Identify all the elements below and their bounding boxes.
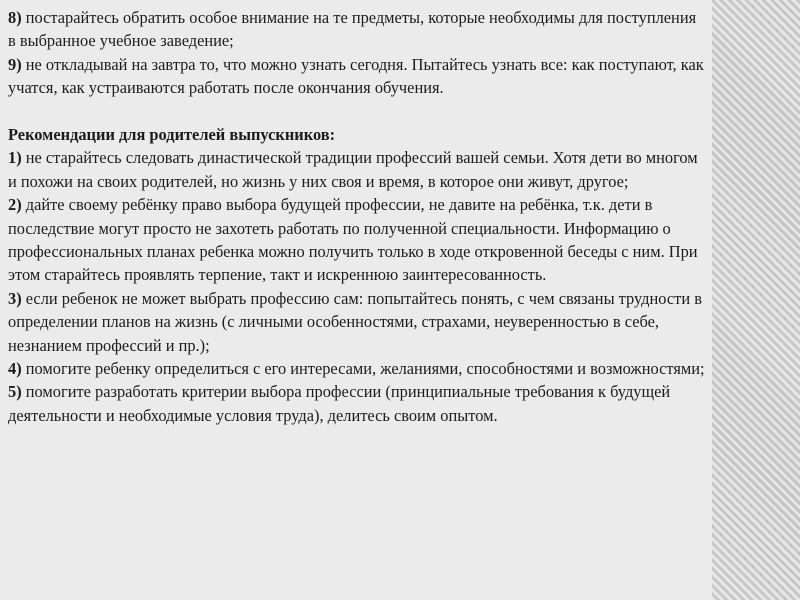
list-item-8	[8, 6, 706, 53]
item-text: помогите ребенку определиться с его интересами, желаниями, способностями и возможностями;	[21, 359, 705, 379]
decorative-striped-border	[712, 0, 800, 600]
item-text: не старайтесь следовать династической традиции профессий вашей семьи. Хотя дети во многом и похожи на своих родителей, но жизнь у них своя и время, в которое они живут, другое;	[8, 148, 698, 191]
parent-list-item-5	[8, 380, 706, 427]
item-number: 5)	[8, 382, 22, 402]
list-item-9	[8, 53, 706, 100]
item-number: 8)	[8, 8, 22, 27]
parent-list-item-3	[8, 287, 706, 357]
parents-section-heading: Рекомендации для родителей выпускников:	[8, 125, 336, 145]
item-text: не откладывай на завтра то, что можно узнать сегодня. Пытайтесь узнать все: как поступают, как учатся, как устраиваются работать после окончания обучения.	[8, 54, 704, 98]
section-spacer	[8, 100, 706, 123]
parent-list-item-2	[8, 193, 706, 287]
item-number: 9)	[8, 54, 22, 74]
item-text: если ребенок не может выбрать профессию сам: попытайтесь понять, с чем связаны трудности в определении планов на жизнь (с личными особенностями, страхами, неуверенностью в себе, незнанием профессий и пр.);	[8, 288, 702, 355]
parent-list-item-1	[8, 146, 706, 193]
slide-text-body	[8, 6, 706, 427]
item-text: постарайтесь обратить особое внимание на те предметы, которые необходимы для поступления в выбранное учебное заведение;	[8, 8, 697, 51]
item-text: помогите разработать критерии выбора профессии (принципиальные требования к будущей деятельности и необходимые условия труда), делитесь своим опытом.	[8, 382, 671, 425]
parent-list-item-4	[8, 357, 706, 380]
item-number: 2)	[8, 195, 22, 215]
item-text: дайте своему ребёнку право выбора будущей профессии, не давите на ребёнка, т.к. дети в последствие могут просто не захотеть работать по полученной специальности. Информацию о профессиональных планах ребенка можно получить только в ходе откровенной беседы с ним. При этом старайтесь проявлять терпение, такт и искреннюю заинтересованность.	[8, 195, 698, 285]
item-number: 1)	[8, 148, 22, 168]
item-number: 3)	[8, 288, 22, 308]
item-number: 4)	[8, 359, 22, 379]
